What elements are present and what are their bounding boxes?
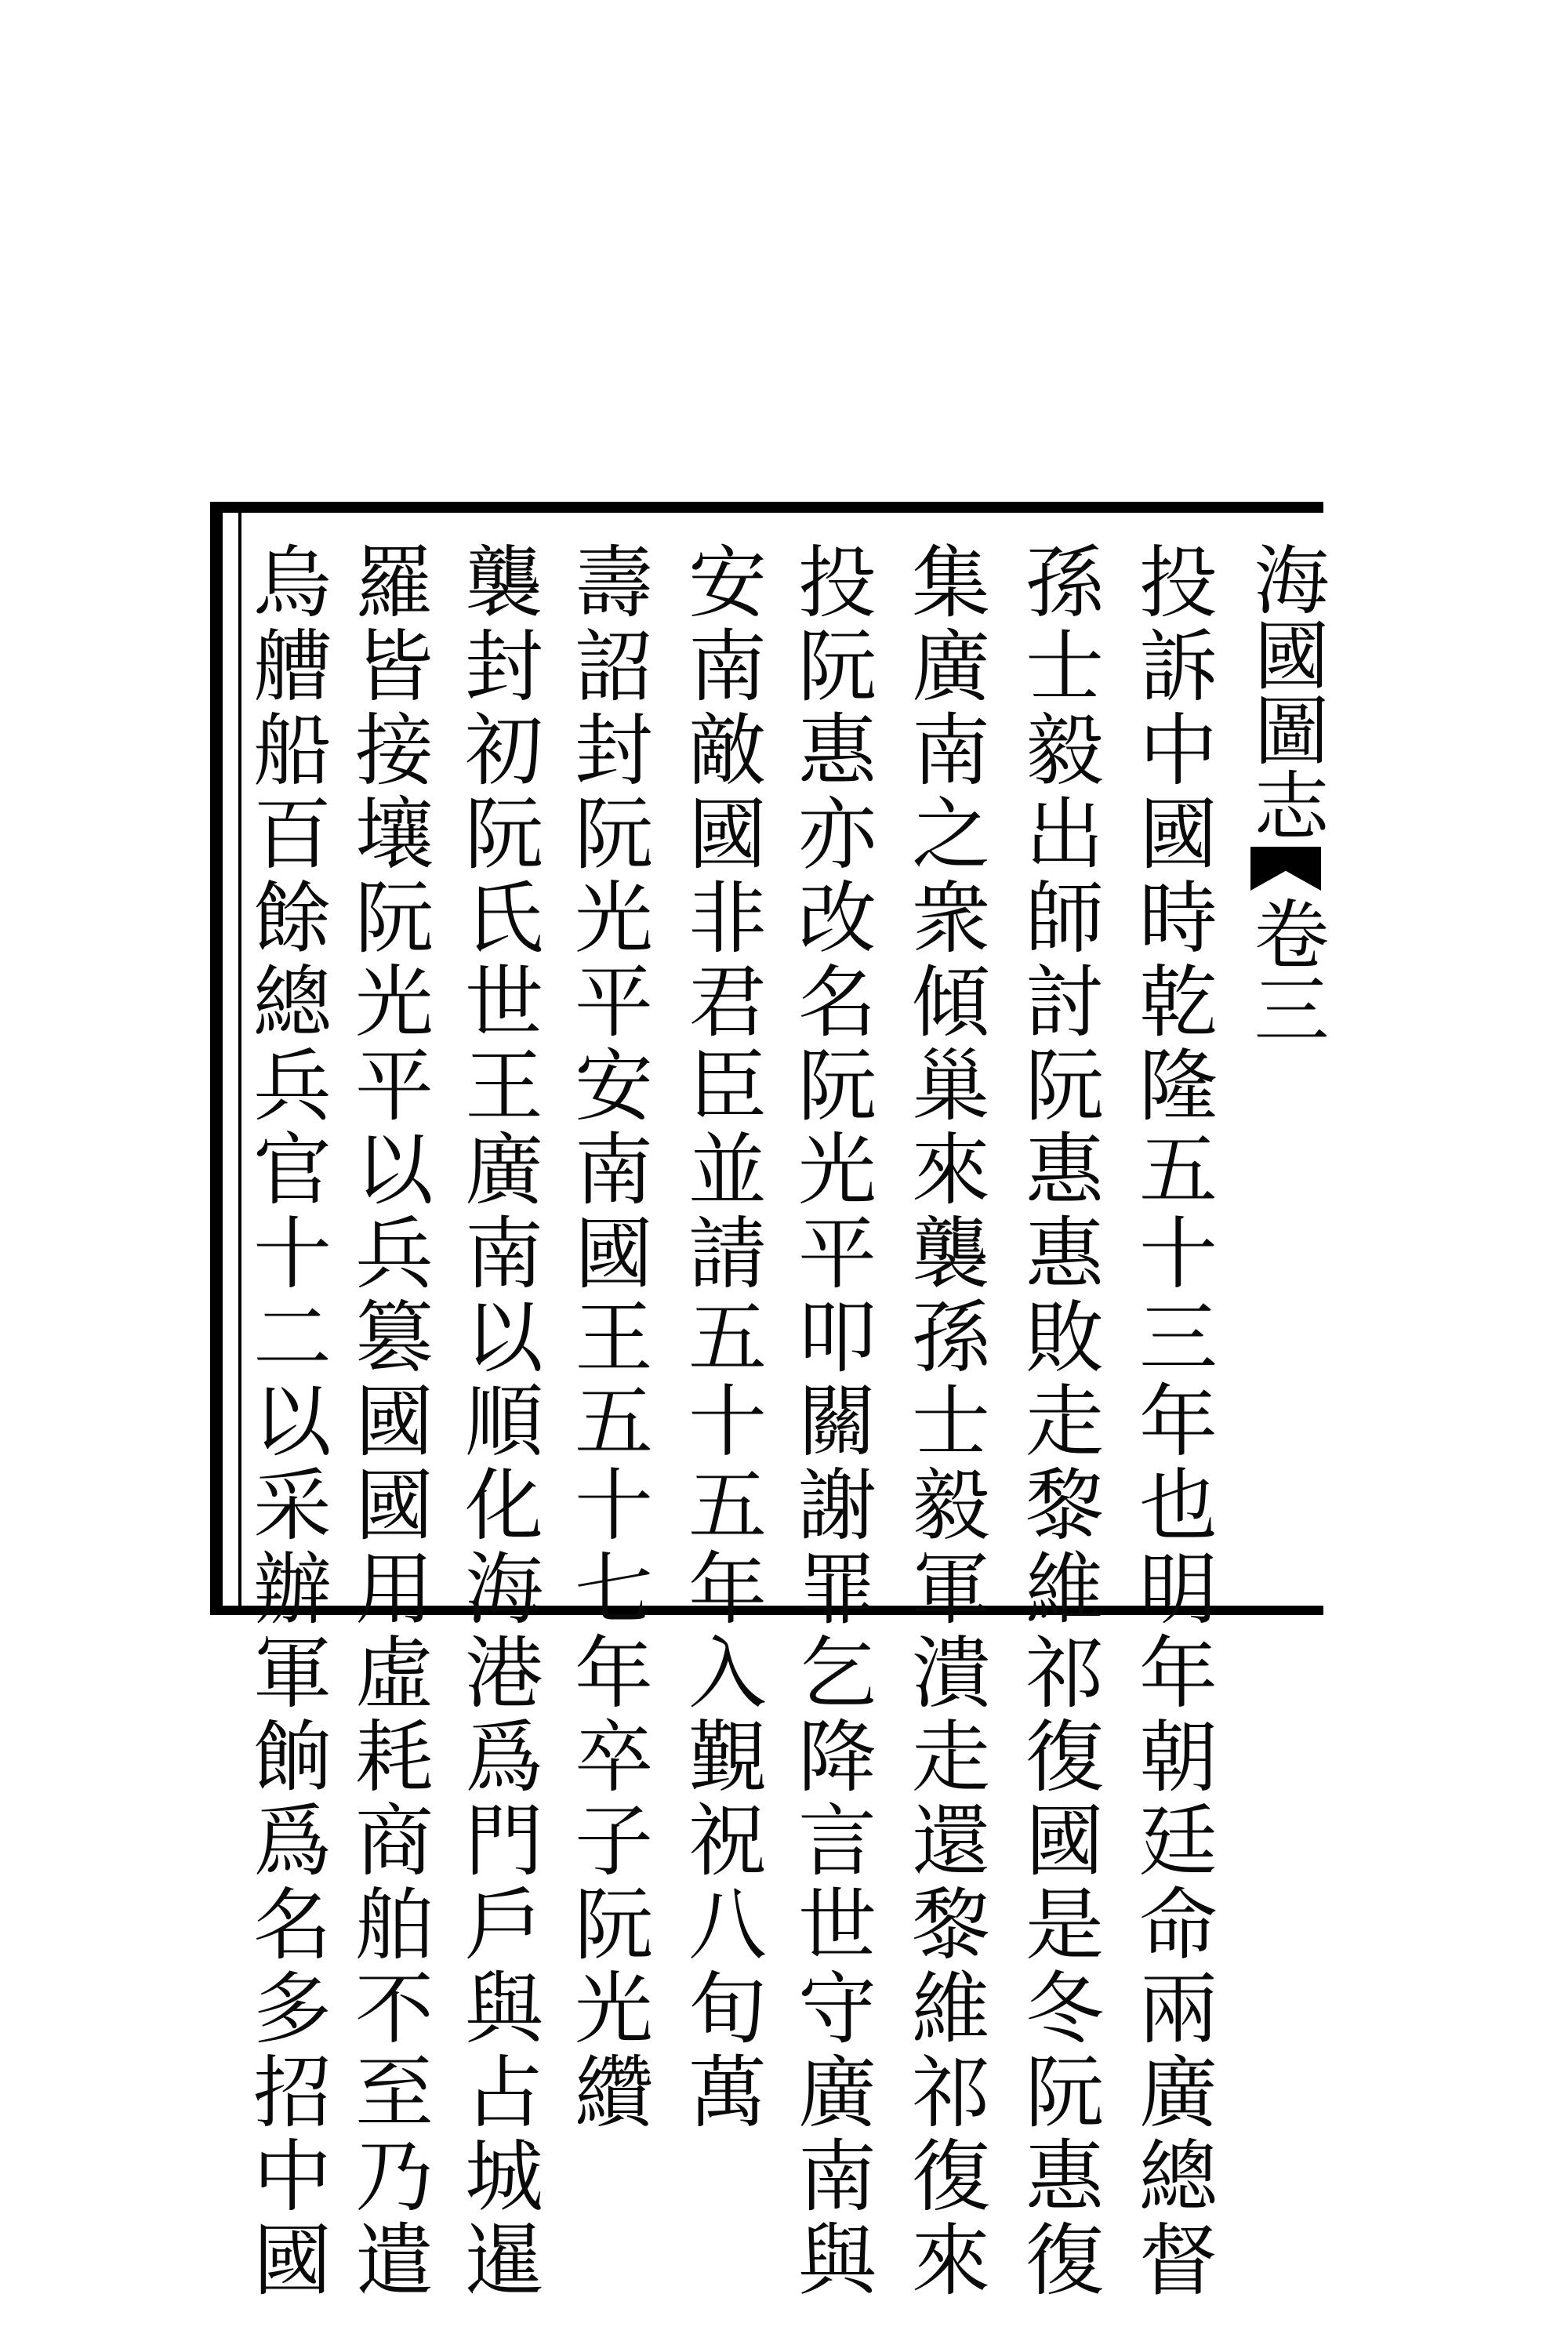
column-text: 投訴中國時乾隆五十三年也明年朝廷命兩廣總督 (1126, 541, 1218, 2303)
column-text: 烏艚船百餘總兵官十二以采辦軍餉爲名多招中國 (240, 541, 332, 2303)
column-text: 集廣南之衆傾巢來襲孫士毅軍潰走還黎維祁復來 (898, 541, 990, 2303)
text-column-1 (1124, 541, 1218, 2303)
column-text: 羅皆接壤阮光平以兵篡國國用虛耗商舶不至乃遣 (342, 541, 434, 2303)
column-text: 安南敵國非君臣並請五十五年入覲祝八旬萬 (675, 541, 767, 2135)
column-text: 襲封初阮氏世王廣南以順化海港爲門戶與占城暹 (452, 541, 543, 2303)
text-column-2 (1011, 541, 1105, 2303)
text-column-9 (238, 541, 332, 2303)
book-page (210, 502, 1330, 2303)
margin-volume: 卷三 (1242, 895, 1330, 1046)
column-text: 孫士毅出師討阮惠惠敗走黎維祁復國是冬阮惠復 (1012, 541, 1104, 2303)
margin-title (1239, 541, 1333, 1046)
text-column-3 (897, 541, 991, 2303)
text-column-4 (783, 541, 877, 2303)
text-column-6 (560, 541, 654, 2135)
margin-book-title: 海國圖志 (1242, 541, 1330, 842)
text-column-8 (340, 541, 434, 2303)
fish-tail-mark (1250, 847, 1321, 891)
text-column-7 (450, 541, 544, 2303)
column-text: 壽詔封阮光平安南國王五十七年卒子阮光纘 (561, 541, 653, 2135)
column-text: 投阮惠亦改名阮光平叩關謝罪乞降言世守廣南與 (785, 541, 877, 2303)
text-column-5 (673, 541, 768, 2135)
